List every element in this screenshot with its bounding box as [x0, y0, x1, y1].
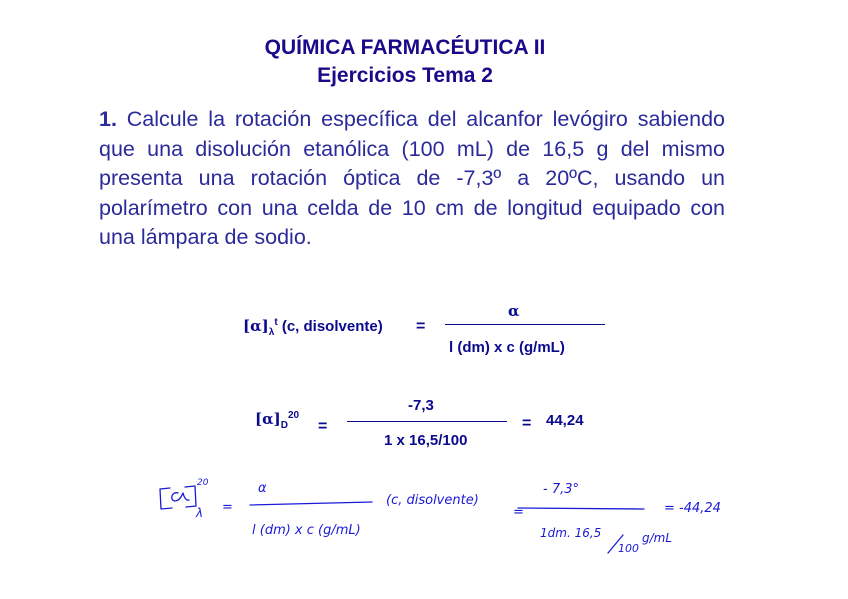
hw-condition: (c, disolvente) [386, 493, 479, 508]
problem-number: 1. [99, 107, 117, 131]
calc-result: 44,24 [546, 412, 584, 429]
calc-temp-sup: 20 [287, 410, 300, 421]
calc-denominator: 1 x 16,5/100 [384, 432, 468, 449]
hw-den2-part-a: 1dm. 16,5 [540, 526, 602, 540]
hw-sub-lambda: λ [196, 506, 204, 520]
hw-numerator-2: - 7,3° [543, 482, 579, 497]
hw-fraction-bar-1 [250, 502, 372, 505]
hw-result: = -44,24 [664, 501, 721, 516]
calc-equals: = [318, 418, 328, 435]
unit-title: Ejercicios Tema 2 [317, 64, 493, 87]
calc-alpha-symbol: [α] [255, 410, 281, 428]
hw-equals-1: = [222, 500, 233, 515]
formula-alpha-symbol: [α] [243, 317, 269, 335]
formula-lambda-sub: λ [268, 327, 275, 338]
calc-d-sub: D [280, 420, 288, 431]
hw-denominator: l (dm) x c (g/mL) [252, 523, 361, 538]
hw-den2-part-b: 100 [618, 542, 639, 555]
formula-denominator: l (dm) x c (g/mL) [449, 339, 565, 356]
calc-numerator: -7,3 [408, 397, 434, 414]
hw-bracket-left [160, 488, 172, 509]
formula-condition: (c, disolvente) [281, 318, 383, 335]
course-title: QUÍMICA FARMACÉUTICA II [264, 36, 546, 59]
calc-equals-2: = [522, 415, 532, 432]
formula-equals: = [416, 318, 426, 335]
hw-alpha [172, 493, 189, 501]
hw-numerator-alpha: α [258, 481, 267, 496]
hw-bracket-right [185, 486, 196, 507]
hw-fraction-bar-2 [518, 508, 644, 509]
formula-numerator: α [508, 302, 520, 320]
hw-sup-20: 20 [197, 478, 209, 488]
problem-text: Calcule la rotación específica del alcanfor levógiro sabiendo que una disolución etanólica (100 mL) de 16,5 g del mismo presenta una rotación óptica de -7,3º a 20ºC, usando un polarímetro con una celda de 10 cm de longitud equipado con una lámpara de sodio. [99, 107, 725, 249]
formula-t-sup: t [274, 317, 278, 328]
hw-den2-unit: g/mL [642, 531, 673, 545]
hw-equals-2: = [513, 505, 524, 520]
